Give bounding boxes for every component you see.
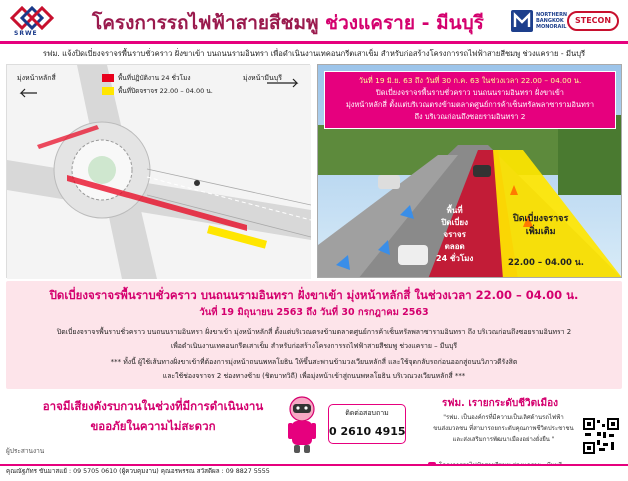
contact-box	[328, 404, 406, 444]
srt-logo-text: SRWE	[14, 30, 38, 37]
header	[0, 0, 628, 44]
map-legend	[102, 73, 213, 99]
legend-swatch-yellow	[102, 87, 114, 95]
page-title: โครงการรถไฟฟ้าสายสีชมพู ช่วงแคราย - มีนบุรี	[92, 12, 484, 34]
legend-item-closure: พื้นที่ปิดจราจร 22.00 – 04.00 น.	[102, 86, 213, 96]
apology-text: ขออภัยในความไม่สะดวก	[90, 419, 216, 433]
slogan-line3: และส่งเสริมการพัฒนาเมืองอย่างยั่งยืน "	[452, 436, 555, 443]
photo-banner: วันที่ 19 มิ.ย. 63 ถึง วันที่ 30 ก.ค. 63 ในช่วงเวลา 22.00 – 04.00 น. ปิดเบี่ยงจราจรพื้นราบชั่วคราว บนถนนรามอินทรา ฝั่งขาเข้า มุ่งหน้าหลักสี่ ตั้งแต่บริเวณตรงข้ามตลาดศูนย์การค้าเซ็นทรัลพลาซารามอินทรา ถึง บริเวณก่อนถึงซอยรามอินทรา 2	[324, 71, 616, 129]
main-notice	[6, 281, 622, 389]
legend-item-work: พื้นที่ปฏิบัติงาน 24 ชั่วโมง	[102, 73, 213, 83]
slogan-title: รฟม. เรายกระดับชีวิตเมือง	[442, 398, 559, 409]
notice-title: ปิดเบี่ยงจราจรพื้นราบชั่วคราว บนถนนรามอินทรา ฝั่งขาเข้า มุ่งหน้าหลักสี่ ในช่วงเวลา 22.00 – 04.00 น.	[49, 288, 579, 302]
coordinator-label: ผู้ประสานงาน	[6, 447, 45, 455]
notice-warn-line2: และใช้ช่องจราจร 2 ช่องทางซ้าย (ชิดบาทวิถี) เพื่อมุ่งหน้าเข้าสู่ถนนพหลโยธิน บริเวณวงเวียนหลักสี่ ***	[162, 372, 466, 380]
slogan-line1: "รฟม. เป็นองค์กรที่มีความเป็นเลิศด้านรถไฟฟ้า	[443, 414, 564, 421]
map-label-left: มุ่งหน้าหลักสี่	[17, 74, 56, 82]
legend-swatch-red	[102, 74, 114, 82]
yellow-zone-label: ปิดเบี่ยงจราจร เพิ่มเติม	[513, 214, 569, 237]
yellow-zone-time: 22.00 – 04.00 น.	[508, 258, 584, 268]
stecon-logo: STECON	[567, 11, 619, 31]
notice-date: วันที่ 19 มิถุนายน 2563 ถึง วันที่ 30 กรกฎาคม 2563	[199, 307, 429, 318]
nbm-logo-text: NORTHERN BANGKOK MONORAIL	[536, 12, 568, 30]
notice-warn-line1: *** ทั้งนี้ ผู้ใช้เส้นทางฝั่งขาเข้าที่ต้องการมุ่งหน้าถนนพหลโยธิน ให้ขึ้นสะพานข้ามวงเวียนหลักสี่ และใช้จุดกลับรถก่อนออกสู่ถนนวิภาวดีรังสิต	[110, 358, 518, 366]
red-zone-label: พื้นที่ ปิดเบี่ยง จราจร ตลอด 24 ชั่วโมง	[436, 206, 474, 263]
qr-code-icon[interactable]	[583, 418, 619, 454]
road-photo	[317, 64, 622, 278]
subheader: รฟม. แจ้งปิดเบี่ยงจราจรพื้นราบชั่วคราว ฝั่งขาเข้า บนถนนรามอินทรา เพื่อดำเนินงานเทคอนกรีตเสาเข็ม สำหรับก่อสร้างโครงการรถไฟฟ้าสายสีชมพู ช่วงแคราย - มีนบุรี	[42, 49, 586, 58]
coordinator-contacts: คุณณัฐภัทร ขันมาสแย้ : 09 5705 0610 (ผู้ควบคุมงาน) คุณอรพรรณ สวัสดีผล : 09 8827 5555	[6, 468, 270, 475]
contact-label: ติดต่อสอบถาม	[345, 409, 389, 417]
notice-body-line2: เพื่อดำเนินงานเทคอนกรีตเสาเข็ม สำหรับก่อสร้างโครงการรถไฟฟ้าสายสีชมพู ช่วงแคราย – มีนบุรี	[170, 342, 458, 350]
traffic-map	[6, 64, 310, 278]
mascot-icon	[280, 393, 324, 455]
map-label-right: มุ่งหน้ามีนบุรี	[243, 74, 282, 82]
slogan-line2: ขนส่งมวลชน ที่สามารถยกระดับคุณภาพชีวิตประชาชน	[433, 425, 574, 432]
nbm-logo-icon	[511, 10, 533, 32]
contact-phone[interactable]: 0 2610 4915	[329, 425, 406, 438]
notice-body-line1: ปิดเบี่ยงจราจรพื้นราบชั่วคราว บนถนนรามอินทรา ฝั่งขาเข้า มุ่งหน้าหลักสี่ ตั้งแต่บริเวณตรงข้ามตลาดศูนย์การค้าเซ็นทรัลพลาซารามอินทรา ถึง บริเวณก่อนถึงซอยรามอินทรา 2	[56, 328, 572, 336]
noise-warning: อาจมีเสียงดังรบกวนในช่วงที่มีการดำเนินงาน	[42, 399, 264, 413]
